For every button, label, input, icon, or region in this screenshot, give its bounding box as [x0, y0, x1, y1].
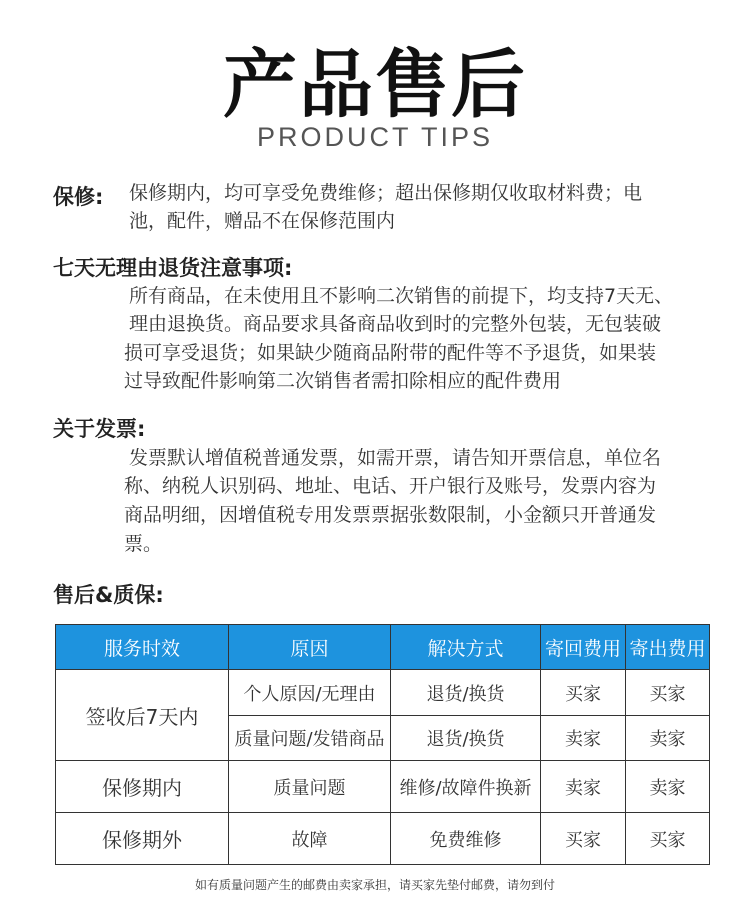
- send-fee-cell: 买家: [626, 670, 710, 716]
- warranty-line: 保修期内，均可享受免费维修；超出保修期仅收取材料费；电: [129, 182, 643, 204]
- send-fee-cell: 卖家: [626, 716, 710, 761]
- service-table: [55, 624, 710, 865]
- solution-cell: 退货/换货: [391, 670, 541, 716]
- invoice-line: 票。: [124, 533, 163, 555]
- table-header-row: [56, 625, 710, 670]
- table-row: [56, 670, 710, 716]
- reason-cell: 故障: [229, 813, 391, 865]
- return-fee-cell: 买家: [541, 813, 626, 865]
- reason-cell: 质量问题/发错商品: [229, 716, 391, 761]
- return-policy-line: 损可享受退货；如果缺少随商品附带的配件等不予退货，如果装: [124, 342, 657, 364]
- return-fee-cell: 买家: [541, 670, 626, 716]
- reason-cell: 质量问题: [229, 761, 391, 813]
- reason-cell: 个人原因/无理由: [229, 670, 391, 716]
- header-send-fee: 寄出费用: [626, 625, 710, 670]
- period-cell: 保修期外: [56, 813, 229, 865]
- table-row: [56, 761, 710, 813]
- return-policy-heading: 七天无理由退货注意事项:: [53, 256, 293, 280]
- invoice-heading: 关于发票:: [53, 417, 146, 441]
- return-policy-line: 过导致配件影响第二次销售者需扣除相应的配件费用: [124, 370, 562, 392]
- table-row: [56, 813, 710, 865]
- header-reason: 原因: [229, 625, 391, 670]
- header-service-period: 服务时效: [56, 625, 229, 670]
- return-fee-cell: 卖家: [541, 761, 626, 813]
- page-title: 产品售后: [223, 42, 527, 128]
- footnote: 如有质量问题产生的邮费由卖家承担，请买家先垫付邮费，请勿到付: [194, 878, 555, 892]
- header-solution: 解决方式: [391, 625, 541, 670]
- invoice-line: 商品明细，因增值税专用发票票据张数限制，小金额只开普通发: [124, 504, 657, 526]
- period-cell: 保修期内: [56, 761, 229, 813]
- solution-cell: 免费维修: [391, 813, 541, 865]
- page-subtitle: PRODUCT TIPS: [256, 122, 494, 152]
- invoice-line: 发票默认增值税普通发票，如需开票，请告知开票信息，单位名: [129, 447, 662, 469]
- warranty-line: 池，配件，赠品不在保修范围内: [129, 210, 396, 232]
- solution-cell: 退货/换货: [391, 716, 541, 761]
- aftersales-heading: 售后&质保:: [53, 583, 164, 607]
- warranty-heading: 保修:: [53, 185, 104, 209]
- invoice-line: 称、纳税人识别码、地址、电话、开户银行及账号，发票内容为: [124, 475, 657, 497]
- return-policy-line: 理由退换货。商品要求具备商品收到时的完整外包装，无包装破: [129, 313, 662, 335]
- send-fee-cell: 买家: [626, 813, 710, 865]
- solution-cell: 维修/故障件换新: [391, 761, 541, 813]
- header-return-fee: 寄回费用: [541, 625, 626, 670]
- period-cell: 签收后7天内: [56, 670, 229, 761]
- return-policy-line: 所有商品，在未使用且不影响二次销售的前提下，均支持7天无、: [129, 285, 674, 307]
- return-fee-cell: 卖家: [541, 716, 626, 761]
- send-fee-cell: 卖家: [626, 761, 710, 813]
